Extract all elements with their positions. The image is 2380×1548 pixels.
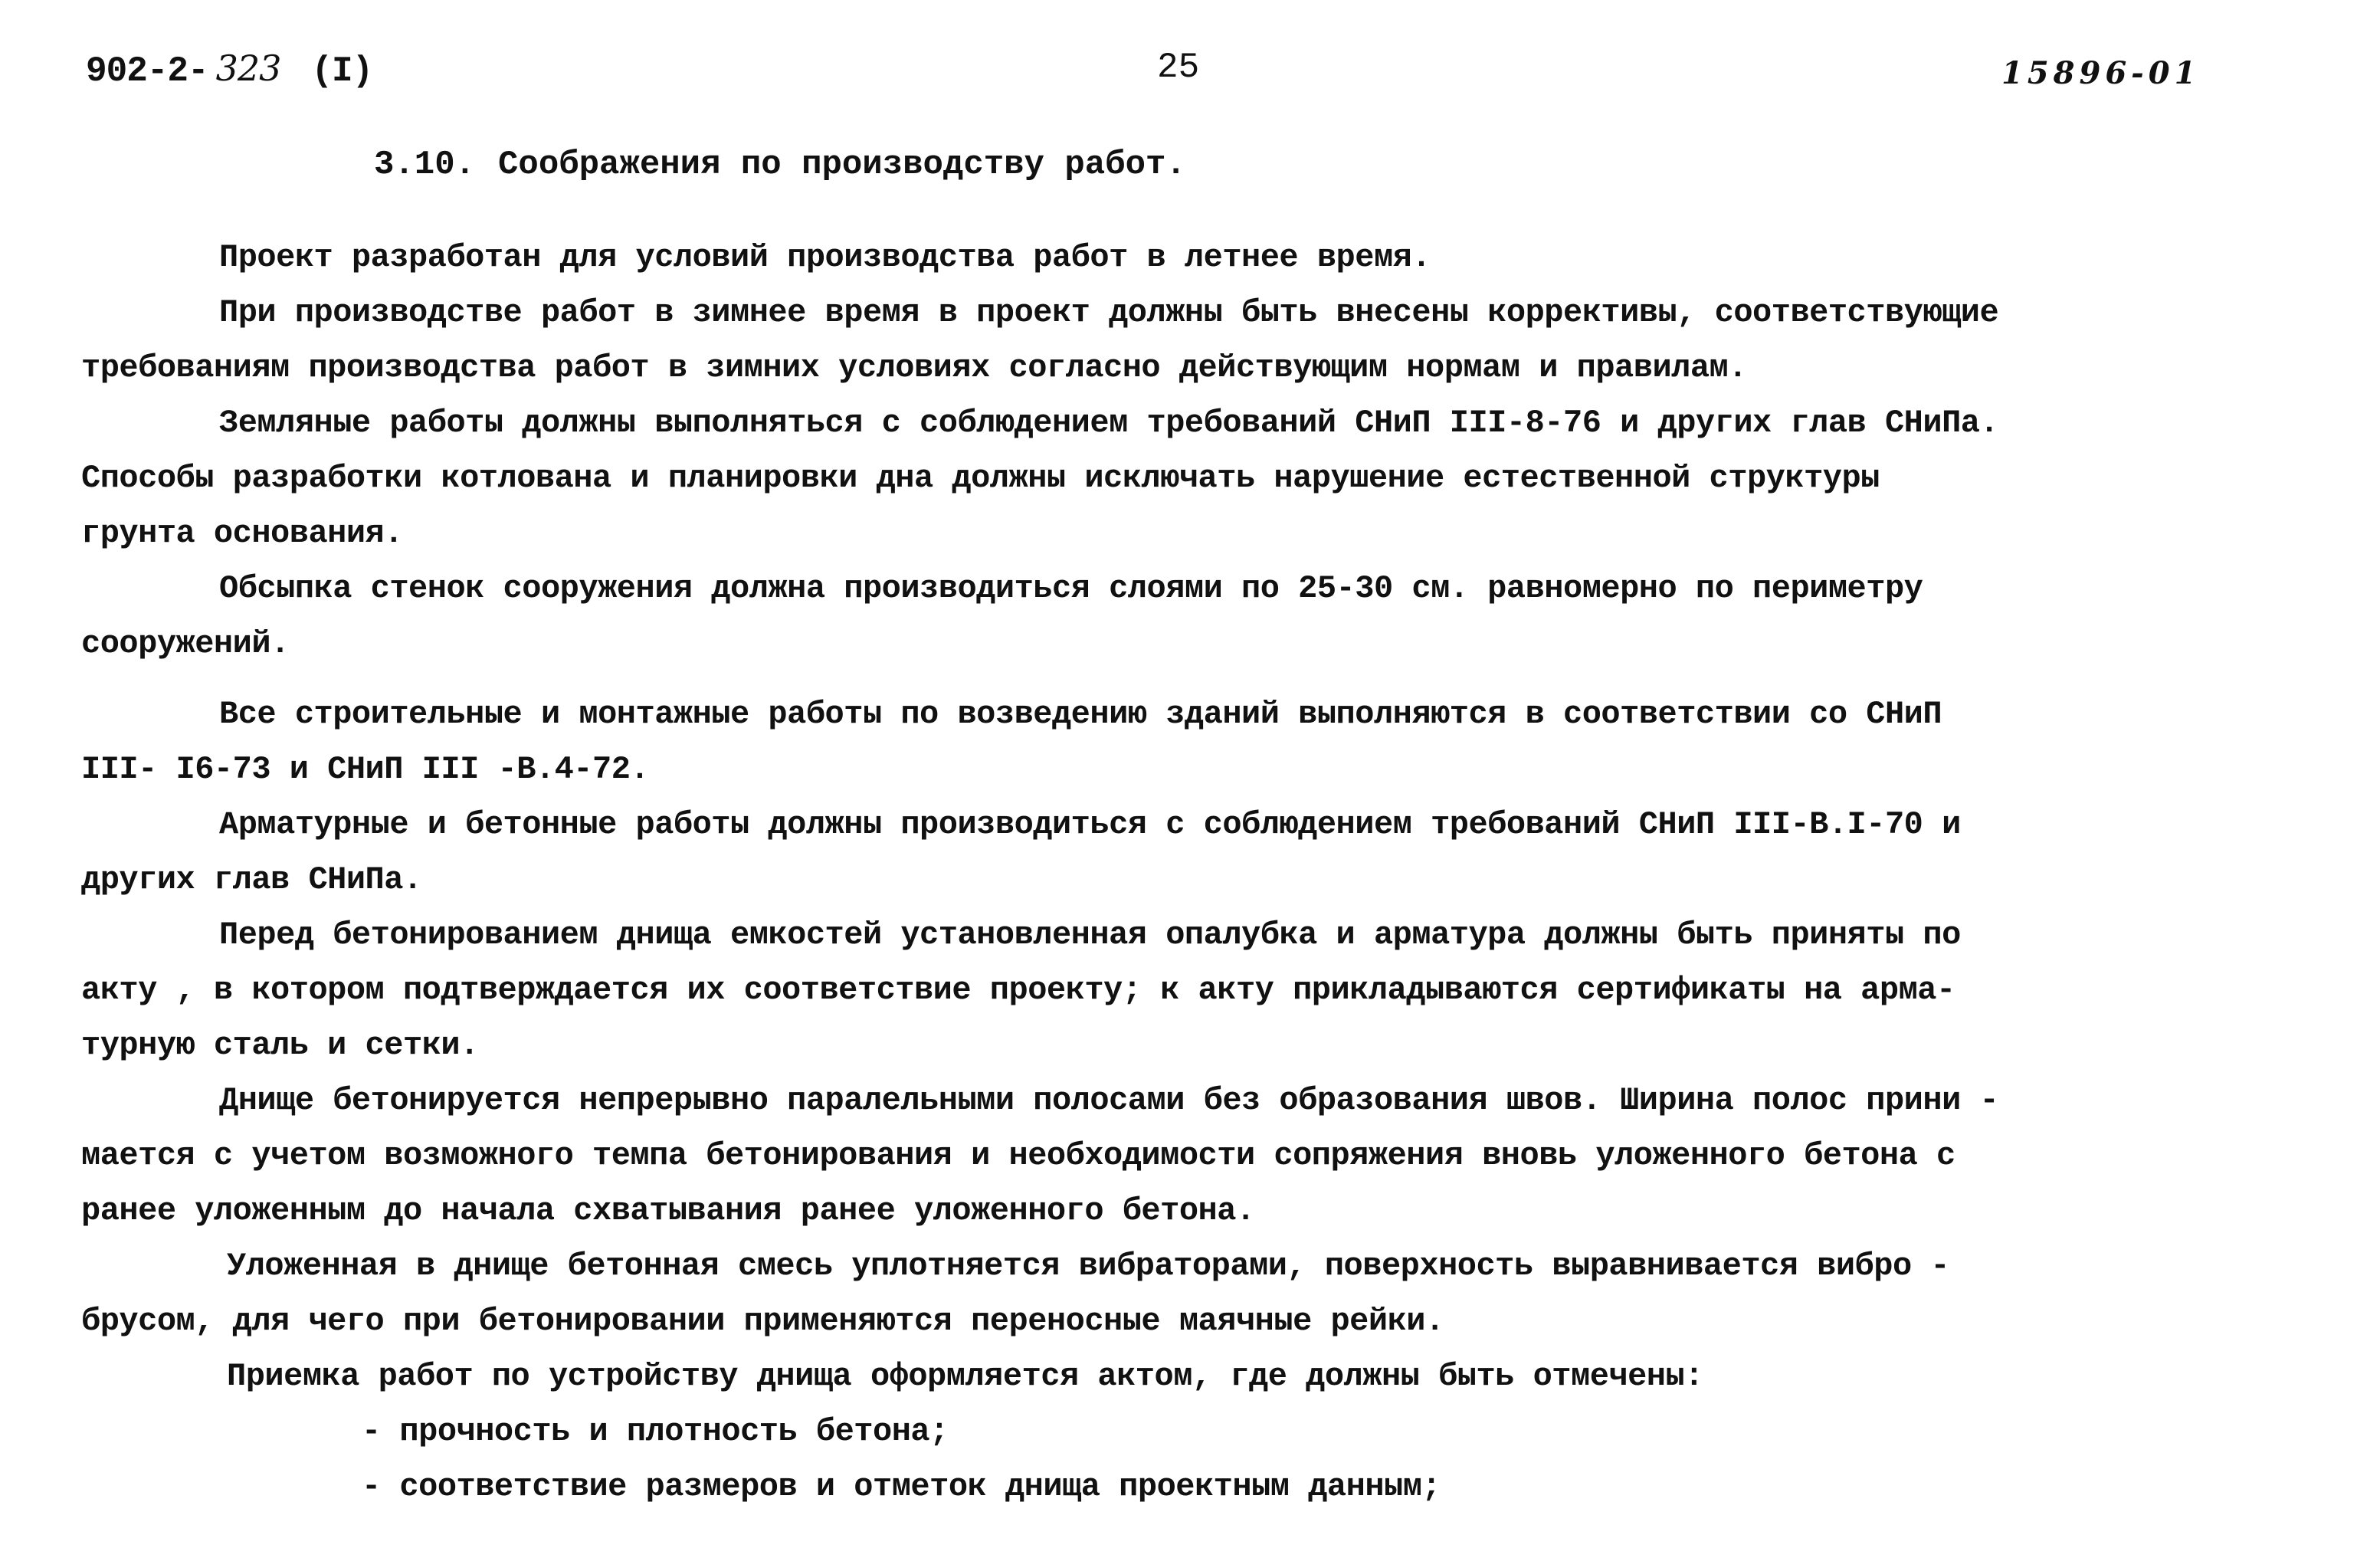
doc-code-printed: 902-2- bbox=[86, 51, 208, 91]
text-line: грунта основания. bbox=[81, 515, 403, 552]
text-line: Обсыпка стенок сооружения должна производиться слоями по 25-30 см. равномерно по периметру bbox=[219, 570, 1923, 607]
doc-code-handwritten: 323 bbox=[215, 48, 281, 89]
text-line: При производстве работ в зимнее время в проект должны быть внесены коррективы, соответствующие bbox=[219, 294, 1999, 331]
body-text bbox=[81, 230, 2326, 1514]
text-line: Способы разработки котлована и планировки дна должны исключать нарушение естественной структуры bbox=[81, 460, 1880, 497]
text-line: ранее уложенным до начала схватывания ранее уложенного бетона. bbox=[81, 1192, 1255, 1229]
text-line: Земляные работы должны выполняться с соблюдением требований СНиП III-8-76 и других глав СНиПа. bbox=[219, 405, 1999, 441]
list-item: - прочность и плотность бетона; bbox=[362, 1413, 949, 1450]
section-title: Соображения по производству работ. bbox=[498, 146, 1186, 184]
page-number: 25 bbox=[1157, 48, 1200, 87]
text-line: турную сталь и сетки. bbox=[81, 1027, 479, 1064]
text-line: Днище бетонируется непрерывно паралельными полосами без образования швов. Ширина полос прини - bbox=[219, 1082, 1999, 1119]
text-line: требованиям производства работ в зимних условиях согласно действующим нормам и правилам. bbox=[81, 349, 1747, 386]
text-line: Уложенная в днище бетонная смесь уплотняется вибраторами, поверхность выравнивается вибро - bbox=[227, 1248, 1950, 1284]
text-line: Арматурные и бетонные работы должны производиться с соблюдением требований СНиП III-В.I-70 и bbox=[219, 806, 1961, 843]
section-number: 3.10. bbox=[374, 146, 476, 184]
text-line: других глав СНиПа. bbox=[81, 861, 422, 898]
text-line: Все строительные и монтажные работы по возведению зданий выполняются в соответствии со СНиП bbox=[219, 696, 1942, 733]
section-heading bbox=[374, 146, 1186, 184]
text-line: Проект разработан для условий производства работ в летнее время. bbox=[219, 239, 1431, 276]
text-line: брусом, для чего при бетонировании применяются переносные маячные рейки. bbox=[81, 1303, 1444, 1340]
document-code bbox=[86, 48, 372, 91]
text-line: мается с учетом возможного темпа бетонирования и необходимости сопряжения вновь уложенного бетона с bbox=[81, 1137, 1955, 1174]
archive-number-handwritten: 15896-01 bbox=[2001, 55, 2201, 91]
text-line: III- I6-73 и СНиП III -В.4-72. bbox=[81, 751, 650, 788]
text-line: Приемка работ по устройству днища оформляется актом, где должны быть отмечены: bbox=[227, 1358, 1703, 1395]
volume-number: (I) bbox=[311, 51, 373, 91]
paragraph-gap bbox=[81, 671, 2326, 687]
text-line: сооружений. bbox=[81, 625, 290, 662]
list-item: - соответствие размеров и отметок днища проектным данным; bbox=[362, 1468, 1441, 1505]
text-line: акту , в котором подтверждается их соответствие проекту; к акту прикладываются сертификаты на арма- bbox=[81, 972, 1955, 1008]
text-line: Перед бетонированием днища емкостей установленная опалубка и арматура должны быть приняты по bbox=[219, 917, 1961, 953]
